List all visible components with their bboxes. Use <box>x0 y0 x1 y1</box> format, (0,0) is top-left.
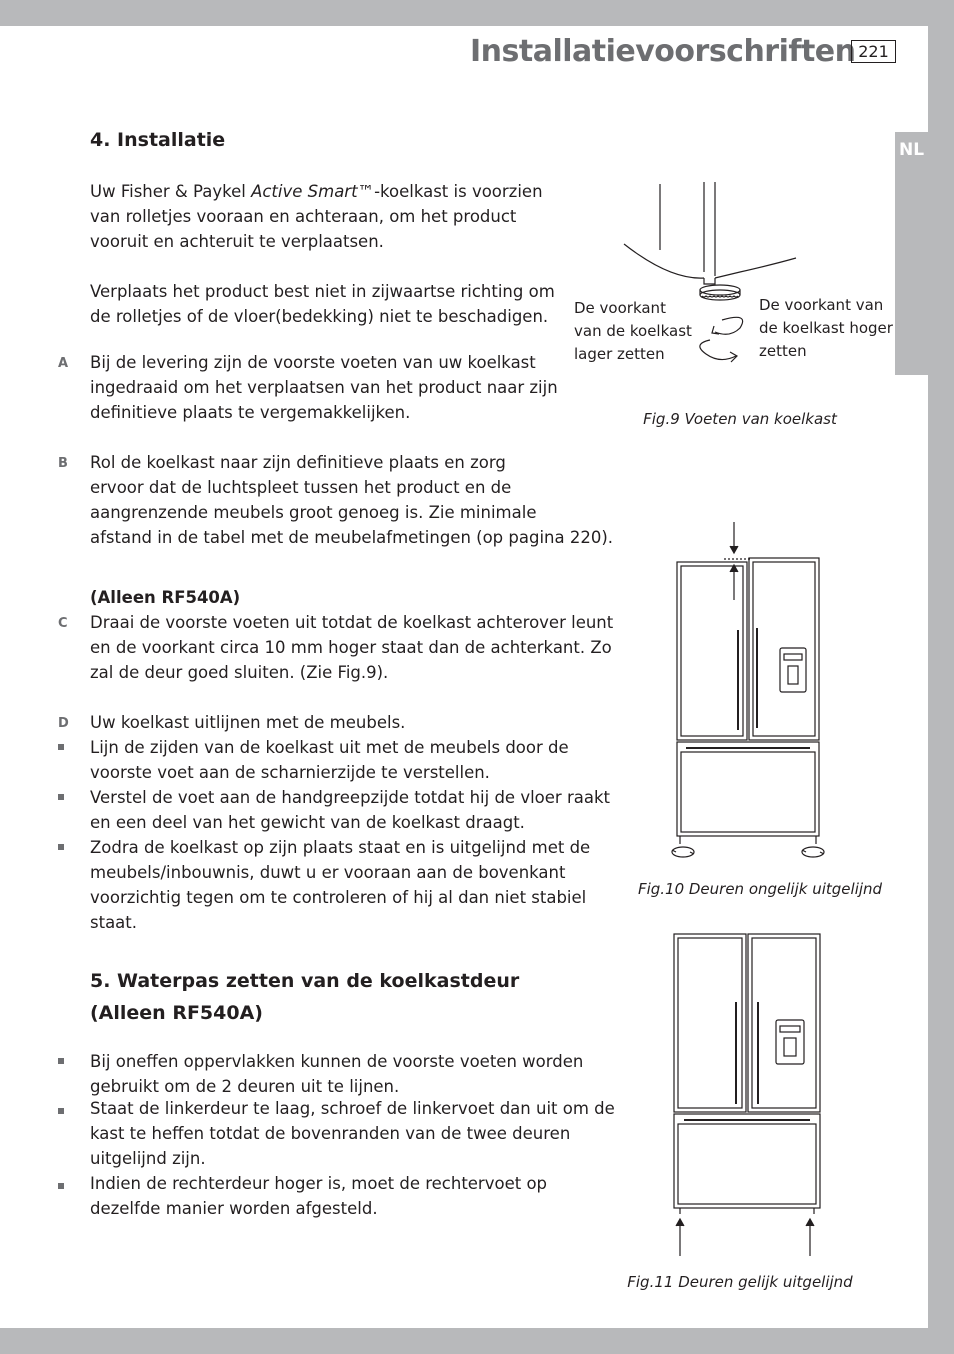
step-d-line: Uw koelkast uitlijnen met de meubels. <box>90 713 406 732</box>
intro-1-suffix: ™-koelkast is voorzien <box>357 182 543 201</box>
intro-paragraph-2 <box>90 279 610 329</box>
step-b-line: ervoor dat de luchtspleet tussen het product en de <box>90 478 512 497</box>
page-number: 221 <box>851 40 896 63</box>
bullet-square <box>58 794 64 800</box>
section-5-heading <box>90 965 519 1029</box>
bullet-line: staat. <box>90 913 138 932</box>
step-a-line: definitieve plaats te vergemakkelijken. <box>90 403 411 422</box>
language-tab-label: NL <box>898 140 925 160</box>
step-marker-d: D <box>58 716 69 731</box>
fig9-label-left <box>574 297 692 366</box>
step-c-text <box>90 610 630 685</box>
fig9-caption: Fig.9 Voeten van koelkast <box>643 410 837 428</box>
bullet-item <box>90 1049 630 1099</box>
bullet-line: voorste voet aan de scharnierzijde te verstellen. <box>90 763 490 782</box>
fig9-label-line: de koelkast hoger <box>759 319 893 337</box>
bullet-item <box>90 1171 630 1221</box>
bullet-item <box>90 1096 630 1171</box>
section-5-heading-line-1: 5. Waterpas zetten van de koelkastdeur <box>90 970 520 992</box>
step-b-line: afstand in de tabel met de meubelafmetingen (op pagina 220). <box>90 528 614 547</box>
intro-1-line-2: van rolletjes vooraan en achteraan, om het product <box>90 207 517 226</box>
bullet-line: uitgelijnd zijn. <box>90 1149 206 1168</box>
bullet-line: meubels/inbouwnis, duwt u er vooraan aan de bovenkant <box>90 863 566 882</box>
brand-name: Active Smart <box>251 182 358 201</box>
bullet-item <box>90 785 630 835</box>
bullet-line: Bij oneffen oppervlakken kunnen de voorste voeten worden <box>90 1052 584 1071</box>
intro-2-line-2: de rolletjes of de vloer(bedekking) niet te beschadigen. <box>90 307 549 326</box>
bullet-item <box>90 735 630 785</box>
fig9-label-line: De voorkant van <box>759 296 884 314</box>
step-b-line: aangrenzende meubels groot genoeg is. Zie minimale <box>90 503 537 522</box>
step-c-note <box>90 585 610 610</box>
bullet-item <box>90 835 630 935</box>
intro-1-prefix: Uw Fisher & Paykel <box>90 182 252 201</box>
section-4-heading: 4. Installatie <box>90 129 226 151</box>
bullet-square <box>58 1108 64 1114</box>
section-5-heading-line-2: (Alleen RF540A) <box>90 1002 263 1024</box>
step-c-line: Draai de voorste voeten uit totdat de koelkast achterover leunt <box>90 613 614 632</box>
bullet-line: Zodra de koelkast op zijn plaats staat en is uitgelijnd met de <box>90 838 591 857</box>
model-note: (Alleen RF540A) <box>90 588 241 607</box>
step-c-line: zal de deur goed sluiten. (Zie Fig.9). <box>90 663 389 682</box>
bullet-square <box>58 744 64 750</box>
fig10-fridge-illustration <box>668 520 830 865</box>
intro-1-line-3: vooruit en achteruit te verplaatsen. <box>90 232 384 251</box>
bullet-line: kast te heffen totdat de bovenranden van de twee deuren <box>90 1124 571 1143</box>
bullet-line: Lijn de zijden van de koelkast uit met de meubels door de <box>90 738 569 757</box>
bullet-line: en een deel van het gewicht van de koelkast draagt. <box>90 813 525 832</box>
fig10-caption: Fig.10 Deuren ongelijk uitgelijnd <box>637 880 883 898</box>
fig9-label-line: lager zetten <box>574 345 665 363</box>
step-marker-b: B <box>58 456 68 471</box>
bullet-square <box>58 1058 64 1064</box>
bullet-line: Indien de rechterdeur hoger is, moet de rechtervoet op <box>90 1174 548 1193</box>
step-d-text <box>90 710 610 735</box>
bullet-square <box>58 844 64 850</box>
intro-paragraph-1 <box>90 179 610 254</box>
step-b-line: Rol de koelkast naar zijn definitieve plaats en zorg <box>90 453 506 472</box>
fig9-label-line: De voorkant <box>574 299 666 317</box>
intro-1-line-1 <box>90 179 610 204</box>
fig11-caption: Fig.11 Deuren gelijk uitgelijnd <box>627 1273 853 1291</box>
fig11-fridge-illustration <box>668 930 830 1260</box>
fig9-label-line: van de koelkast <box>574 322 692 340</box>
step-marker-a: A <box>58 356 69 371</box>
bullet-line: dezelfde manier worden afgesteld. <box>90 1199 378 1218</box>
step-c-line: en de voorkant circa 10 mm hoger staat dan de achterkant. Zo <box>90 638 612 657</box>
language-tab <box>895 132 928 375</box>
bullet-line: Staat de linkerdeur te laag, schroef de linkervoet dan uit om de <box>90 1099 615 1118</box>
fig9-label-line: zetten <box>759 342 807 360</box>
bullet-line: voorzichtig tegen om te controleren of hij al dan niet stabiel <box>90 888 587 907</box>
step-a-line: ingedraaid om het verplaatsen van het product naar zijn <box>90 378 558 397</box>
step-a-line: Bij de levering zijn de voorste voeten van uw koelkast <box>90 353 536 372</box>
step-marker-c: C <box>58 616 68 631</box>
intro-2-line-1: Verplaats het product best niet in zijwaartse richting om <box>90 282 555 301</box>
bullet-square <box>58 1183 64 1189</box>
page-title: Installatievoorschriften <box>470 34 856 69</box>
step-b-text <box>90 450 630 550</box>
bullet-line: Verstel de voet aan de handgreepzijde totdat hij de vloer raakt <box>90 788 610 807</box>
fig9-label-right <box>759 294 893 363</box>
step-a-text <box>90 350 610 425</box>
bullet-line: gebruikt om de 2 deuren uit te lijnen. <box>90 1077 400 1096</box>
